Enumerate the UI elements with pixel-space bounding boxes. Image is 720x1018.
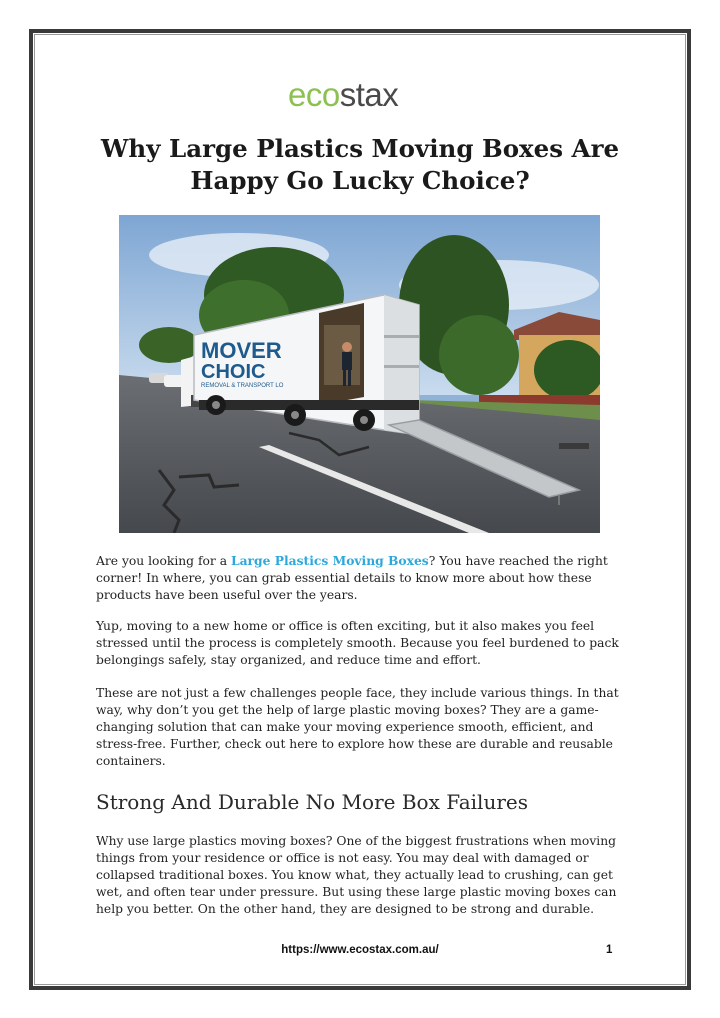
section-heading: Strong And Durable No More Box Failures — [96, 790, 528, 814]
logo-sta: sta — [339, 76, 383, 113]
moving-stress-paragraph: Yup, moving to a new home or office is often exciting, but it also makes you feel stressed until the process is completely smooth. Because you feel burdened to pack belongings safely, stay organized, and reduce time and effort. — [96, 619, 619, 667]
page-title: Why Large Plastics Moving Boxes Are Happy Go Lucky Choice? — [100, 134, 620, 195]
ecostax-logo[interactable] — [288, 78, 398, 112]
page-number: 1 — [606, 944, 613, 956]
hero-image-moving-truck — [119, 215, 600, 533]
challenges-paragraph: These are not just a few challenges people face, they include various things. In that way, why don’t you get the help of large plastic moving boxes? They are a game-changing solution that can make your moving experience smooth, efficient, and stress-free. Further, check out here to explore how these are durable and reusable containers. — [96, 686, 619, 768]
intro-paragraph — [96, 552, 620, 604]
logo-eco: eco — [288, 76, 340, 113]
intro-text-start: Are you looking for a — [96, 554, 231, 568]
truck-logo-line1: MOVER — [201, 338, 282, 363]
large-plastics-moving-boxes-link[interactable]: Large Plastics Moving Boxes — [230, 553, 429, 568]
section-paragraph: Why use large plastics moving boxes? One of the biggest frustrations when moving things from your residence or office is not easy. You may deal with damaged or collapsed traditional boxes. You know what, they actually lead to crushing, can get wet, and often tear under pressure. But using these large plastic moving boxes can help you better. On the other hand, they are designed to be strong and durable. — [96, 834, 617, 916]
footer-url[interactable]: https://www.ecostax.com.au/ — [281, 944, 439, 956]
logo-x: x — [382, 76, 399, 113]
truck-logo-line3: REMOVAL & TRANSPORT LO — [201, 383, 284, 389]
truck-logo-line2: CHOIC — [201, 361, 266, 383]
intro-text-end: ? You have reached the right corner! In where, you can grab essential details to know more about how these products have been useful over the years. — [96, 554, 608, 602]
